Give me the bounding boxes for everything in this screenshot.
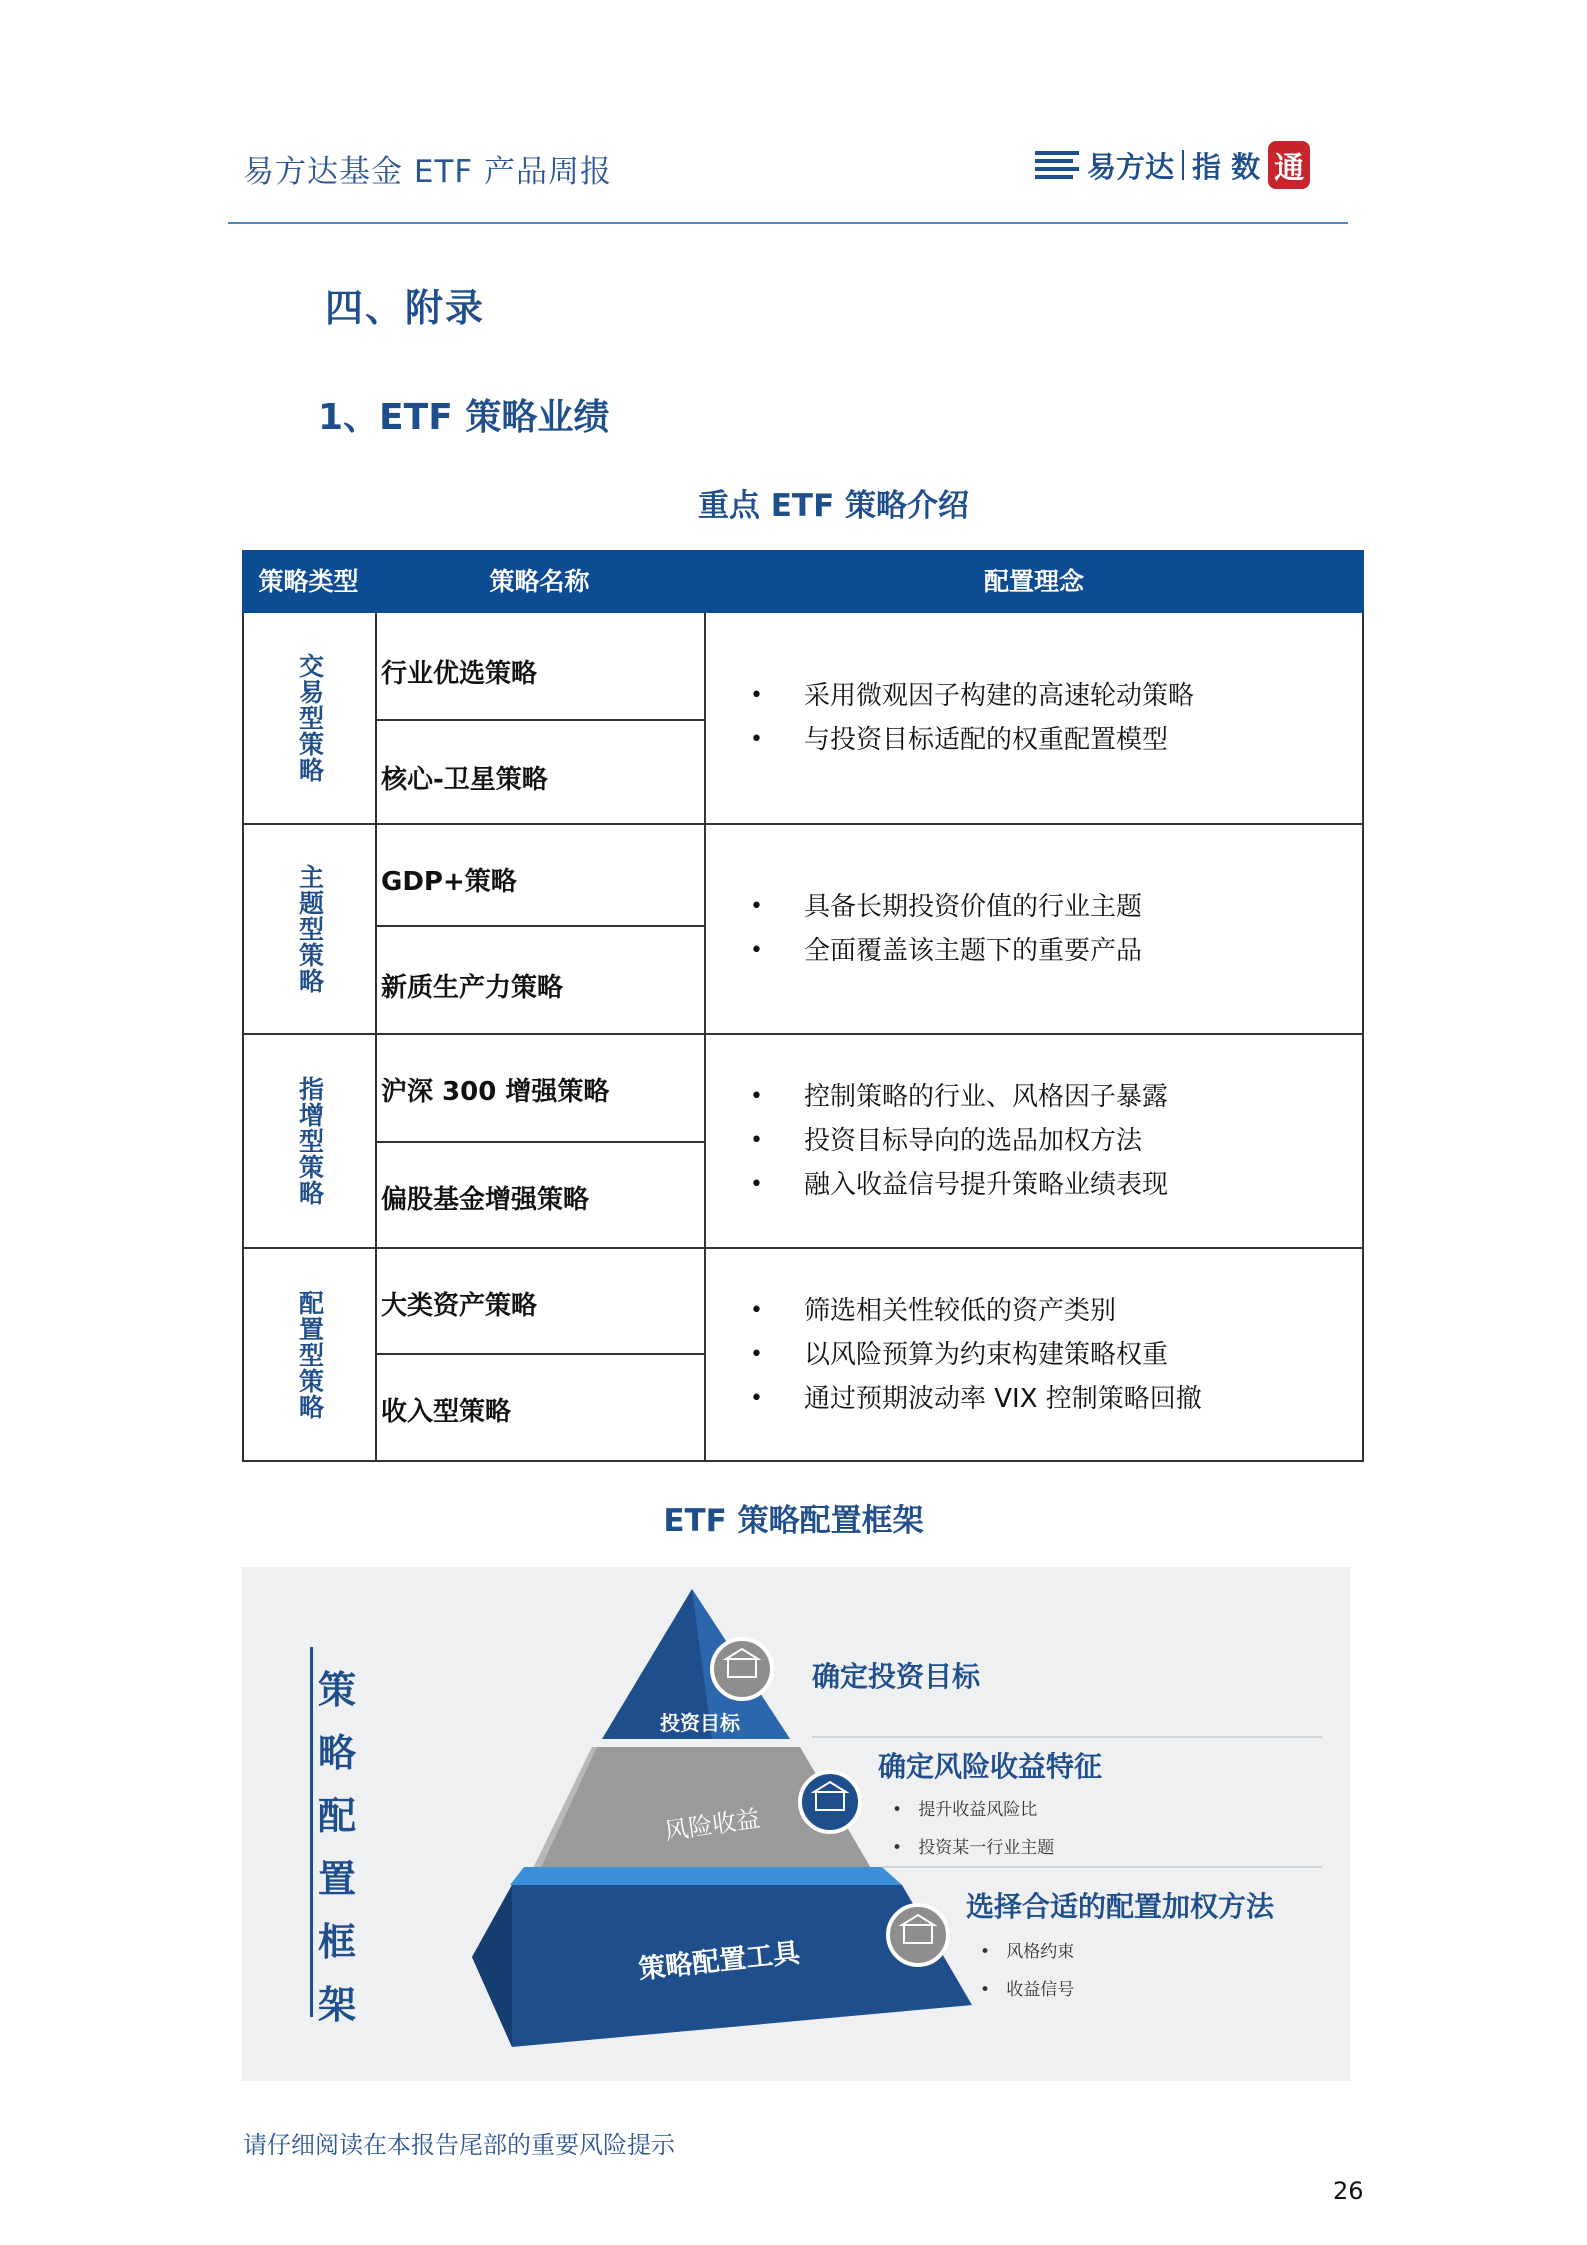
concept-text: 投资目标导向的选品加权方法 [804, 1126, 1143, 1156]
strategy-name: 行业优选策略 [381, 659, 538, 689]
header-divider [228, 222, 1348, 224]
cell-divider [377, 1141, 704, 1143]
logo-mark-icon [1035, 149, 1079, 181]
table-row-group [242, 613, 1364, 825]
pyramid-layer-label: 风险收益 [662, 1804, 762, 1846]
strategy-type-label: 配置型策略 [295, 1289, 325, 1420]
strategy-names-cell [377, 1035, 706, 1247]
strategy-name: 大类资产策略 [381, 1291, 538, 1321]
pyramid-graphic [242, 1567, 1350, 2081]
step-item: • 风格约束 [980, 1942, 1075, 1962]
vertical-accent-line [310, 1647, 313, 2017]
strategy-table [242, 550, 1364, 1467]
step-heading: 确定风险收益特征 [878, 1750, 1103, 1783]
bullet-icon: • [750, 683, 763, 708]
step-heading: 确定投资目标 [812, 1660, 981, 1693]
step-heading: 选择合适的配置加权方法 [966, 1890, 1275, 1923]
strategy-name: GDP+策略 [381, 867, 517, 897]
concept-text: 控制策略的行业、风格因子暴露 [804, 1082, 1169, 1112]
logo-brand-text: 易方达 [1087, 149, 1175, 184]
concept-text: 采用微观因子构建的高速轮动策略 [804, 681, 1195, 711]
table-title: 重点 ETF 策略介绍 [697, 488, 970, 524]
header-strategy-type: 策略类型 [258, 567, 359, 596]
table-row-group [242, 825, 1364, 1035]
vertical-label-char: 置 [318, 1857, 357, 1901]
step-item-text: 提升收益风险比 [918, 1800, 1038, 1820]
step-item-text: 收益信号 [1006, 1980, 1075, 2000]
concept-text: 全面覆盖该主题下的重要产品 [804, 936, 1143, 966]
logo-separator [1182, 150, 1184, 180]
vertical-label-char: 架 [318, 1983, 357, 2027]
framework-title: ETF 策略配置框架 [663, 1503, 924, 1539]
strategy-type-cell [244, 613, 377, 823]
building-icon [888, 1905, 948, 1965]
step-item-text: 风格约束 [1006, 1942, 1075, 1962]
concept-item [750, 674, 1362, 718]
report-title: 易方达基金 ETF 产品周报 [243, 154, 613, 190]
strategy-type-cell [244, 825, 377, 1033]
strategy-name: 偏股基金增强策略 [381, 1185, 590, 1215]
vertical-label-char: 略 [318, 1731, 357, 1775]
cell-divider [377, 719, 704, 721]
cell-divider [377, 1353, 704, 1355]
concept-cell [706, 1249, 1362, 1460]
bullet-icon: • [750, 1297, 763, 1323]
strategy-name: 收入型策略 [381, 1397, 512, 1427]
bullet-icon: • [750, 894, 763, 919]
concept-item [750, 1333, 1362, 1377]
strategy-type-cell [244, 1035, 377, 1247]
bullet-icon: • [750, 727, 763, 752]
concept-item [750, 1289, 1362, 1333]
bullet-icon: • [750, 1172, 763, 1197]
vertical-label-char: 策 [318, 1668, 357, 1712]
logo-suffix-text: 指 数 [1192, 149, 1261, 184]
strategy-name: 沪深 300 增强策略 [381, 1077, 610, 1107]
strategy-name: 核心-卫星策略 [381, 765, 548, 795]
strategy-type-label: 主题型策略 [295, 864, 325, 994]
risk-disclaimer-note: 请仔细阅读在本报告尾部的重要风险提示 [243, 2131, 675, 2159]
page-number: 26 [1333, 2177, 1364, 2205]
vertical-label-char: 框 [318, 1920, 357, 1964]
concept-cell [706, 1035, 1362, 1247]
bullet-icon: • [750, 1128, 763, 1153]
concept-item [750, 1163, 1362, 1207]
logo-seal-icon: 通 [1268, 141, 1310, 189]
bullet-icon: • [750, 1341, 763, 1367]
pyramid-bottom-tier-side [472, 1885, 512, 2047]
concept-item [750, 1075, 1362, 1119]
strategy-names-cell [377, 825, 706, 1033]
pyramid-layer-label: 投资目标 [660, 1711, 740, 1735]
concept-item [750, 718, 1362, 762]
strategy-type-label: 交易型策略 [295, 653, 325, 783]
header-concept: 配置理念 [983, 567, 1084, 596]
vertical-label-char: 配 [318, 1794, 357, 1838]
concept-text: 与投资目标适配的权重配置模型 [804, 725, 1169, 755]
strategy-names-cell [377, 613, 706, 823]
concept-item [750, 1377, 1362, 1421]
subsection-title: 1、ETF 策略业绩 [318, 397, 610, 438]
concept-text: 通过预期波动率 VIX 控制策略回撤 [804, 1383, 1202, 1414]
pyramid-layer-label: 策略配置工具 [637, 1937, 802, 1986]
concept-text: 融入收益信号提升策略业绩表现 [804, 1170, 1169, 1200]
strategy-type-label: 指增型策略 [295, 1076, 325, 1206]
pyramid-band [510, 1867, 902, 1885]
strategy-names-cell [377, 1249, 706, 1460]
concept-cell [706, 825, 1362, 1033]
header-strategy-name: 策略名称 [489, 567, 590, 596]
concept-item [750, 929, 1362, 973]
framework-diagram [242, 1567, 1350, 2081]
cell-divider [377, 925, 704, 927]
table-row-group [242, 1249, 1364, 1462]
bullet-icon: • [750, 938, 763, 963]
concept-cell [706, 613, 1362, 823]
table-header-row [242, 550, 1364, 613]
company-logo [1035, 135, 1310, 195]
concept-text: 以风险预算为约束构建策略权重 [804, 1339, 1169, 1370]
concept-text: 筛选相关性较低的资产类别 [804, 1295, 1117, 1326]
step-item: • 提升收益风险比 [892, 1800, 1038, 1820]
concept-item [750, 1119, 1362, 1163]
concept-item [750, 885, 1362, 929]
step-item: • 投资某一行业主题 [892, 1838, 1055, 1858]
step-item: • 收益信号 [980, 1980, 1075, 2000]
bullet-icon: • [750, 1084, 763, 1109]
strategy-name: 新质生产力策略 [381, 973, 564, 1003]
building-icon [800, 1772, 860, 1832]
table-row-group [242, 1035, 1364, 1249]
step-item-text: 投资某一行业主题 [918, 1838, 1055, 1858]
concept-text: 具备长期投资价值的行业主题 [804, 892, 1143, 922]
section-title: 四、附录 [325, 286, 486, 330]
strategy-type-cell [244, 1249, 377, 1460]
building-icon [712, 1639, 772, 1699]
bullet-icon: • [750, 1385, 763, 1411]
